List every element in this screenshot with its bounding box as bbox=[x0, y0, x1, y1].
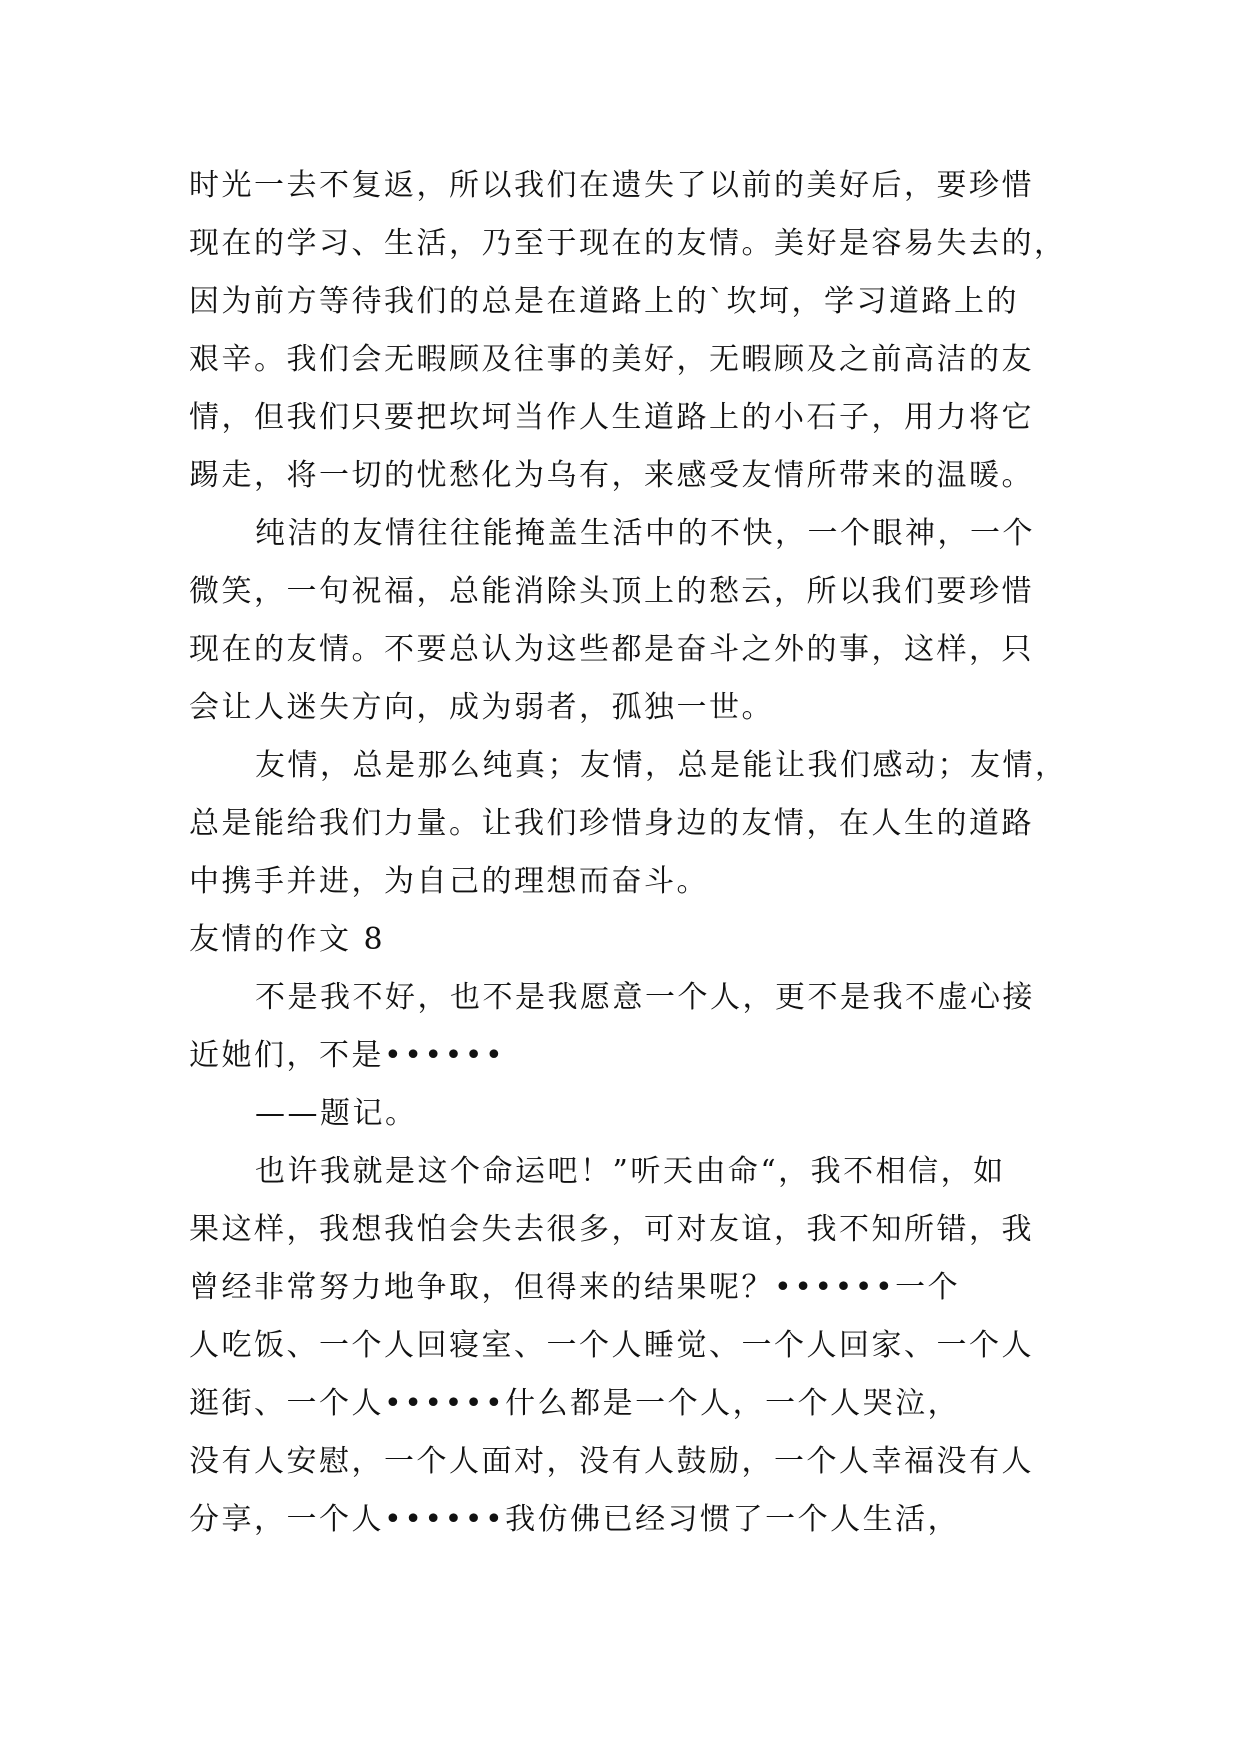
paragraph-line: 微笑，一句祝福，总能消除头顶上的愁云，所以我们要珍惜 bbox=[189, 574, 1034, 609]
paragraph-line: 人吃饭、一个人回寝室、一个人睡觉、一个人回家、一个人 bbox=[189, 1328, 1034, 1363]
paragraph-line: 会让人迷失方向，成为弱者，孤独一世。 bbox=[189, 690, 774, 725]
paragraph-line: 果这样，我想我怕会失去很多，可对友谊，我不知所错，我 bbox=[189, 1212, 1034, 1247]
paragraph-line: 也许我就是这个命运吧！”听天由命“，我不相信，如 bbox=[255, 1154, 1006, 1189]
section-heading: 友情的作文 8 bbox=[189, 922, 386, 957]
paragraph-line: 曾经非常努力地争取，但得来的结果呢？••••••一个 bbox=[189, 1270, 961, 1305]
paragraph-line: 分享，一个人••••••我仿佛已经习惯了一个人生活， bbox=[189, 1502, 961, 1537]
paragraph-line: 艰辛。我们会无暇顾及往事的美好，无暇顾及之前高洁的友 bbox=[189, 342, 1034, 377]
paragraph-line: 没有人安慰，一个人面对，没有人鼓励，一个人幸福没有人 bbox=[189, 1444, 1034, 1479]
paragraph-line: 友情，总是那么纯真；友情，总是能让我们感动；友情， bbox=[255, 748, 1068, 783]
paragraph-line: 不是我不好，也不是我愿意一个人，更不是我不虚心接 bbox=[255, 980, 1035, 1015]
paragraph-line: 总是能给我们力量。让我们珍惜身边的友情，在人生的道路 bbox=[189, 806, 1034, 841]
paragraph-line: 纯洁的友情往往能掩盖生活中的不快，一个眼神，一个 bbox=[255, 516, 1035, 551]
paragraph-line: 时光一去不复返，所以我们在遗失了以前的美好后，要珍惜 bbox=[189, 168, 1034, 203]
paragraph-line: 近她们，不是•••••• bbox=[189, 1038, 506, 1073]
paragraph-line: 现在的学习、生活，乃至于现在的友情。美好是容易失去的， bbox=[189, 226, 1067, 261]
paragraph-line: 情，但我们只要把坎坷当作人生道路上的小石子，用力将它 bbox=[189, 400, 1034, 435]
paragraph-line: 踢走，将一切的忧愁化为乌有，来感受友情所带来的温暖。 bbox=[189, 458, 1034, 493]
paragraph-line: 因为前方等待我们的总是在道路上的`坎坷，学习道路上的 bbox=[189, 284, 1019, 319]
paragraph-line: 逛街、一个人••••••什么都是一个人，一个人哭泣， bbox=[189, 1386, 961, 1421]
epigraph-attribution: ——题记。 bbox=[255, 1096, 418, 1131]
paragraph-line: 中携手并进，为自己的理想而奋斗。 bbox=[189, 864, 709, 899]
paragraph-line: 现在的友情。不要总认为这些都是奋斗之外的事，这样，只 bbox=[189, 632, 1034, 667]
